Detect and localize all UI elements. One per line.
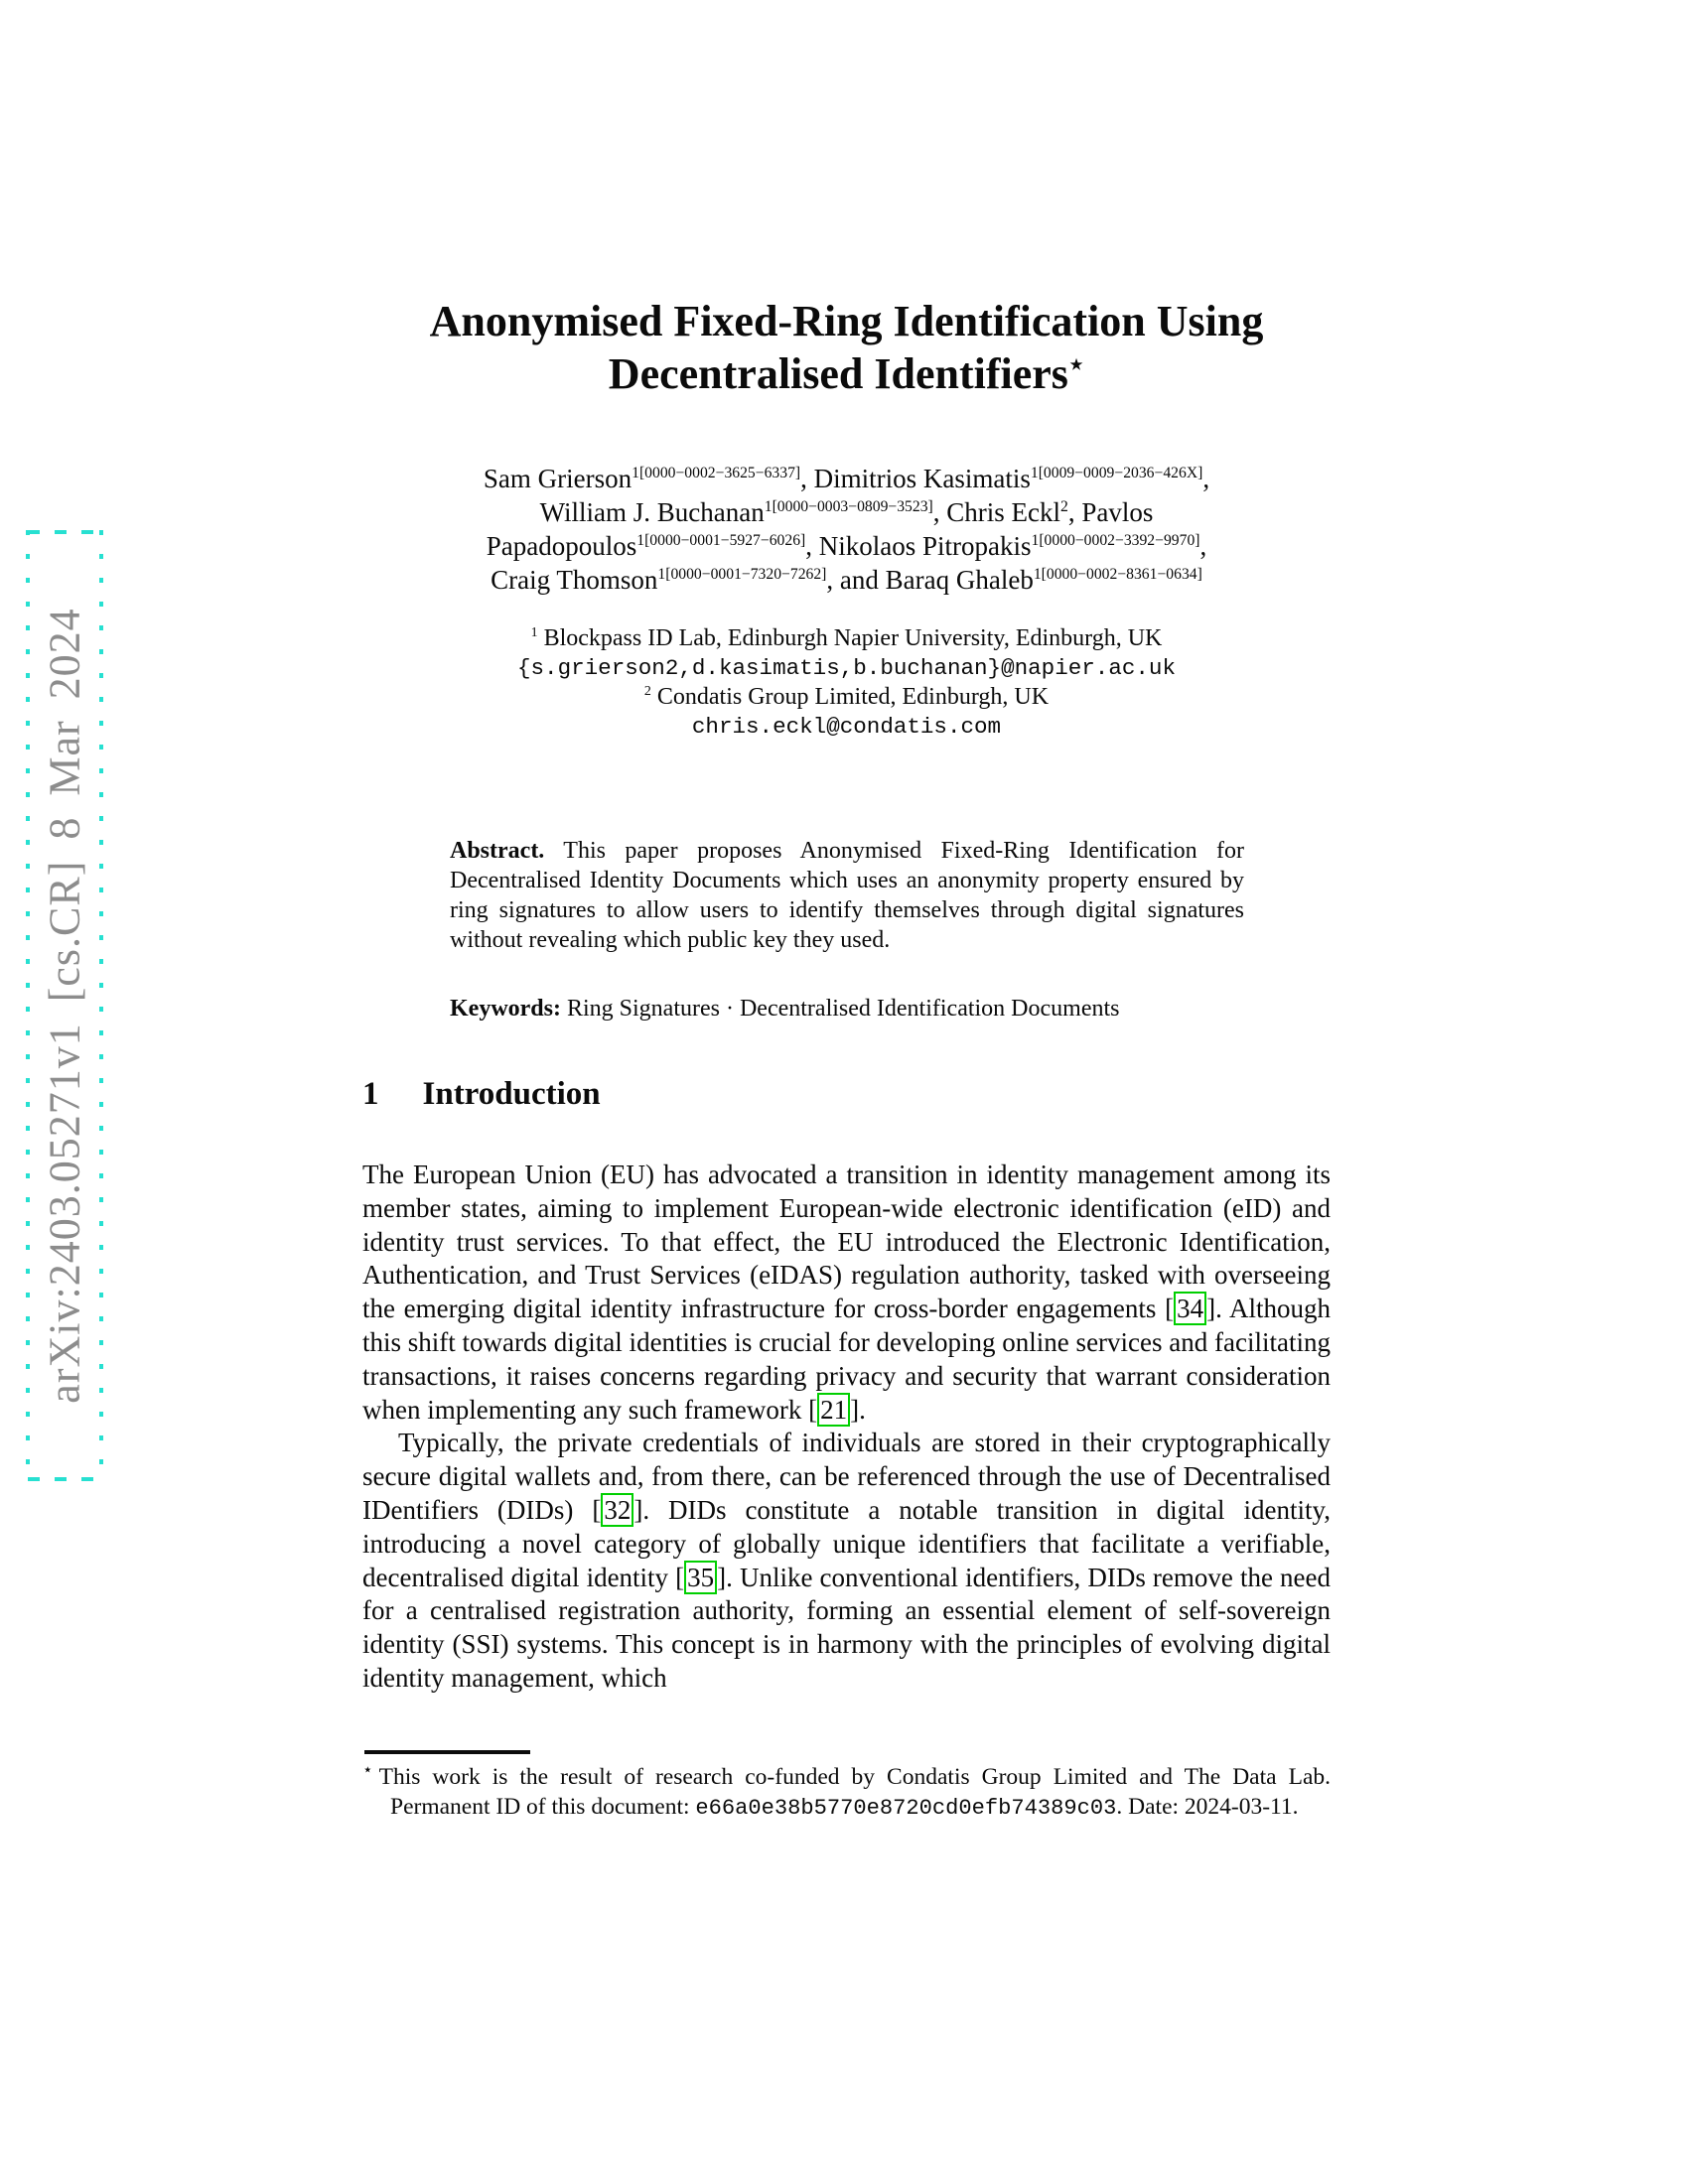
superscript: 2 — [643, 684, 651, 699]
mono-text: e66a0e38b5770e8720cd0efb74389c03 — [695, 1795, 1117, 1821]
paper-title — [362, 295, 1331, 400]
affiliation-email-line — [362, 653, 1331, 683]
title-footnote — [362, 1750, 1331, 1823]
superscript: 1[0000−0001−7320−7262] — [657, 566, 827, 583]
mono-text: {s.grierson2,d.kasimatis,b.buchanan}@napier.ac.uk — [517, 655, 1176, 681]
author-list — [362, 462, 1331, 597]
section-number: 1 — [362, 1076, 379, 1112]
arxiv-stamp — [26, 530, 103, 1481]
abstract — [450, 836, 1244, 955]
superscript: 1 — [530, 625, 538, 640]
superscript: 1[0000−0003−0809−3523] — [764, 498, 933, 515]
text-column — [362, 0, 1331, 2184]
author-line: William J. Buchanan$^{1[0000-0003-0809-3523]}$, Chris Eckl$^2$, Pavlos — [539, 497, 1154, 527]
superscript: 1[0000−0002−3392−9970] — [1031, 532, 1200, 549]
paper-title-line-2: Decentralised Identifiers⋆ — [608, 349, 1085, 398]
introduction-body — [362, 1159, 1331, 1696]
citation-32[interactable]: [ 32 ] — [592, 1494, 643, 1525]
affiliation-email-line — [362, 712, 1331, 742]
footnote-rule — [364, 1750, 530, 1754]
stamp-dashed-border-bottom — [28, 1477, 101, 1481]
intro-paragraph-1: The European Union (EU) has advocated a transition in identity management among its member states, aiming to implement European-wide electronic identification (eID) and identity trust services. To that effect, the EU introduced the Electronic Identification, Authentication, and Trust Services (eIDAS) regulation authority, tasked with overseeing the emerging digital identity infrastructure for cross-border engagements [ 34 ]. Although this shift towards digital identities is crucial for developing online services and facilitating transactions, it raises concerns regarding privacy and security that warrant consideration when implementing any such framework [ 21 ]. — [362, 1160, 1331, 1425]
superscript: 1[0000−0001−5927−6026] — [636, 532, 806, 549]
citation-number: 35 — [684, 1561, 717, 1594]
affiliations — [362, 624, 1331, 742]
footnote-body: This work is the result of research co-funded by Condatis Group Limited and The Data Lab. Permanent ID of this document: e66a0e38b5770e8720cd0efb74389c03. Date: 2024-03-11. — [378, 1764, 1331, 1821]
paper-title-line-1: Anonymised Fixed-Ring Identification Using — [429, 297, 1264, 345]
citation-number: 34 — [1174, 1292, 1206, 1325]
keywords-label: Keywords: — [450, 996, 561, 1022]
stamp-dashed-border-top — [28, 530, 101, 534]
author-line: Sam Grierson$^{1[0000-0002-3625-6337]}$, Dimitrios Kasimatis$^{1[0009-0009-2036-426X]}$, — [483, 464, 1210, 493]
title-footnote-marker: ⋆ — [1067, 349, 1085, 379]
arxiv-watermark-text: arXiv:2403.05271v1 [cs.CR] 8 Mar 2024 — [40, 608, 89, 1404]
superscript: 1[0000−0002−8361−0634] — [1033, 566, 1202, 583]
citation-number: 21 — [817, 1393, 850, 1427]
mono-text: chris.eckl@condatis.com — [691, 714, 1002, 740]
footnote-marker: ⋆ — [362, 1760, 373, 1780]
abstract-text: This paper proposes Anonymised Fixed-Ring Identification for Decentralised Identity Documents which uses an anonymity property ensured by ring signatures to allow users to identify themselves through digital signatures without revealing which public key they used. — [450, 838, 1244, 953]
superscript: 1[0009−0009−2036−426X] — [1030, 465, 1203, 481]
stamp-dashed-border-left — [26, 530, 30, 1481]
affiliation-line: $^2$ Condatis Group Limited, Edinburgh, UK — [643, 684, 1050, 710]
citation-35[interactable]: [ 35 ] — [675, 1562, 727, 1592]
affiliation-line: $^1$ Blockpass ID Lab, Edinburgh Napier University, Edinburgh, UK — [530, 625, 1163, 651]
superscript: 1[0000−0002−3625−6337] — [632, 465, 801, 481]
author-line: Craig Thomson$^{1[0000-0001-7320-7262]}$, and Baraq Ghaleb$^{1[0000-0002-8361-0634]}$ — [491, 565, 1202, 595]
footnote-text — [362, 1760, 1331, 1823]
citation-21[interactable]: [ 21 ] — [808, 1394, 860, 1425]
section-title: Introduction — [422, 1076, 601, 1112]
intro-paragraph-2: Typically, the private credentials of individuals are stored in their cryptographically secure digital wallets and, from there, can be referenced through the use of Decentralised IDentifiers (DIDs) [ 32 ]. DIDs constitute a notable transition in digital identity, introducing a novel category of globally unique identifiers that facilitate a verifiable, decentralised digital identity [ 35 ]. Unlike conventional identifiers, DIDs remove the need for a centralised registration authority, forming an essential element of self-sovereign identity (SSI) systems. This concept is in harmony with the principles of evolving digital identity management, which — [362, 1428, 1331, 1693]
superscript: 2 — [1060, 498, 1068, 515]
stamp-dashed-border-right — [99, 530, 103, 1481]
citation-34[interactable]: [ 34 ] — [1165, 1294, 1216, 1324]
abstract-label: Abstract. — [450, 838, 545, 864]
section-heading-introduction — [362, 1076, 1331, 1113]
keywords-text: Ring Signatures · Decentralised Identification Documents — [560, 996, 1120, 1022]
keywords — [450, 994, 1244, 1024]
author-line: Papadopoulos$^{1[0000-0001-5927-6026]}$, Nikolaos Pitropakis$^{1[0000-0002-3392-9970]}$, — [486, 531, 1207, 561]
citation-number: 32 — [601, 1493, 633, 1527]
